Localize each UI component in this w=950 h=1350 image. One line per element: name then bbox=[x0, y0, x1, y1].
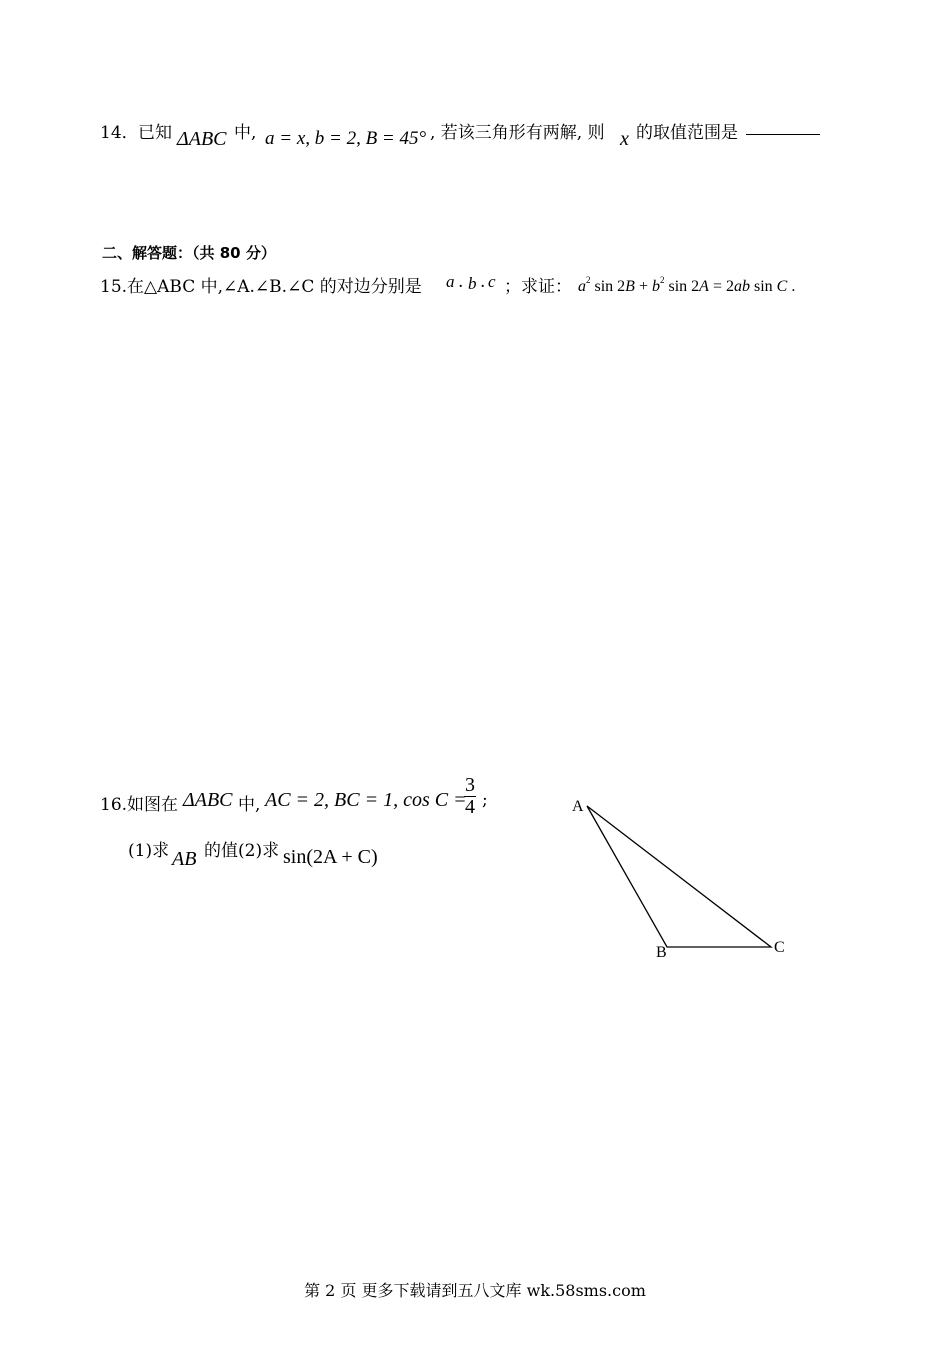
side-b: b bbox=[468, 274, 477, 293]
triangle-figure bbox=[565, 792, 805, 972]
identity-C: C bbox=[776, 278, 788, 295]
identity-ab: ab bbox=[733, 278, 750, 295]
question-15-prove: ；求证： bbox=[504, 277, 572, 297]
identity-end: . bbox=[787, 278, 796, 295]
question-16-given: AC = 2, BC = 1, cos C = bbox=[265, 789, 467, 811]
question-14-var: x bbox=[620, 128, 629, 150]
separator-dot: . bbox=[480, 272, 486, 292]
fraction-denominator: 4 bbox=[465, 796, 475, 818]
question-14-text-in: 中, bbox=[234, 123, 257, 143]
question-16-semicolon: ; bbox=[482, 790, 488, 810]
triangle-shape bbox=[587, 806, 771, 947]
question-16-in: 中, bbox=[238, 795, 261, 815]
question-16-part2-expr: sin(2A + C) bbox=[283, 846, 378, 868]
question-16-part1-end: 的值(2)求 bbox=[204, 841, 280, 861]
question-16-part1: (1)求 bbox=[128, 841, 170, 861]
question-14-text-condition: , 若该三角形有两解, 则 bbox=[430, 123, 605, 143]
question-14-given: a = x, b = 2, B = 45° bbox=[265, 128, 427, 149]
page-footer: 第 2 页 更多下载请到五八文库 wk.58sms.com bbox=[304, 1281, 646, 1300]
identity-equals: = 2 bbox=[712, 278, 734, 295]
question-14-text-range: 的取值范围是 bbox=[636, 123, 738, 143]
side-c: c bbox=[488, 272, 496, 291]
fraction-numerator: 3 bbox=[465, 774, 475, 796]
identity-B: B bbox=[625, 278, 635, 295]
question-15-identity bbox=[578, 275, 795, 296]
question-14-number: 14． bbox=[100, 123, 139, 143]
question-16-lead: 16.如图在 bbox=[100, 795, 179, 815]
identity-sin: sin bbox=[753, 278, 773, 295]
question-14-text-known: 已知 bbox=[138, 123, 172, 143]
question-16-AB: AB bbox=[172, 848, 197, 870]
section-heading: 二、解答题：（共 80 分） bbox=[102, 244, 276, 262]
identity-A: A bbox=[699, 278, 709, 295]
side-a: a bbox=[446, 272, 455, 291]
identity-square: 2 bbox=[659, 275, 665, 285]
question-15-lead: 15.在△ABC 中,∠A.∠B.∠C 的对边分别是 bbox=[100, 277, 422, 297]
cos-fraction bbox=[464, 775, 476, 818]
identity-a: a bbox=[578, 278, 586, 295]
question-14 bbox=[100, 118, 830, 158]
identity-sin2: sin 2 bbox=[594, 278, 626, 295]
question-14-triangle: ΔABC bbox=[177, 128, 227, 150]
identity-b: b bbox=[651, 278, 660, 295]
vertex-label-C: C bbox=[774, 939, 785, 956]
question-14-answer-blank bbox=[746, 120, 820, 135]
identity-sin2: sin 2 bbox=[668, 278, 700, 295]
separator-dot: . bbox=[458, 272, 464, 292]
identity-square: 2 bbox=[586, 275, 591, 285]
question-16 bbox=[100, 775, 540, 875]
question-15 bbox=[100, 270, 840, 300]
identity-plus: + bbox=[638, 278, 652, 295]
vertex-label-A: A bbox=[572, 798, 584, 815]
question-16-triangle: ΔABC bbox=[183, 789, 233, 811]
vertex-label-B: B bbox=[656, 944, 667, 961]
